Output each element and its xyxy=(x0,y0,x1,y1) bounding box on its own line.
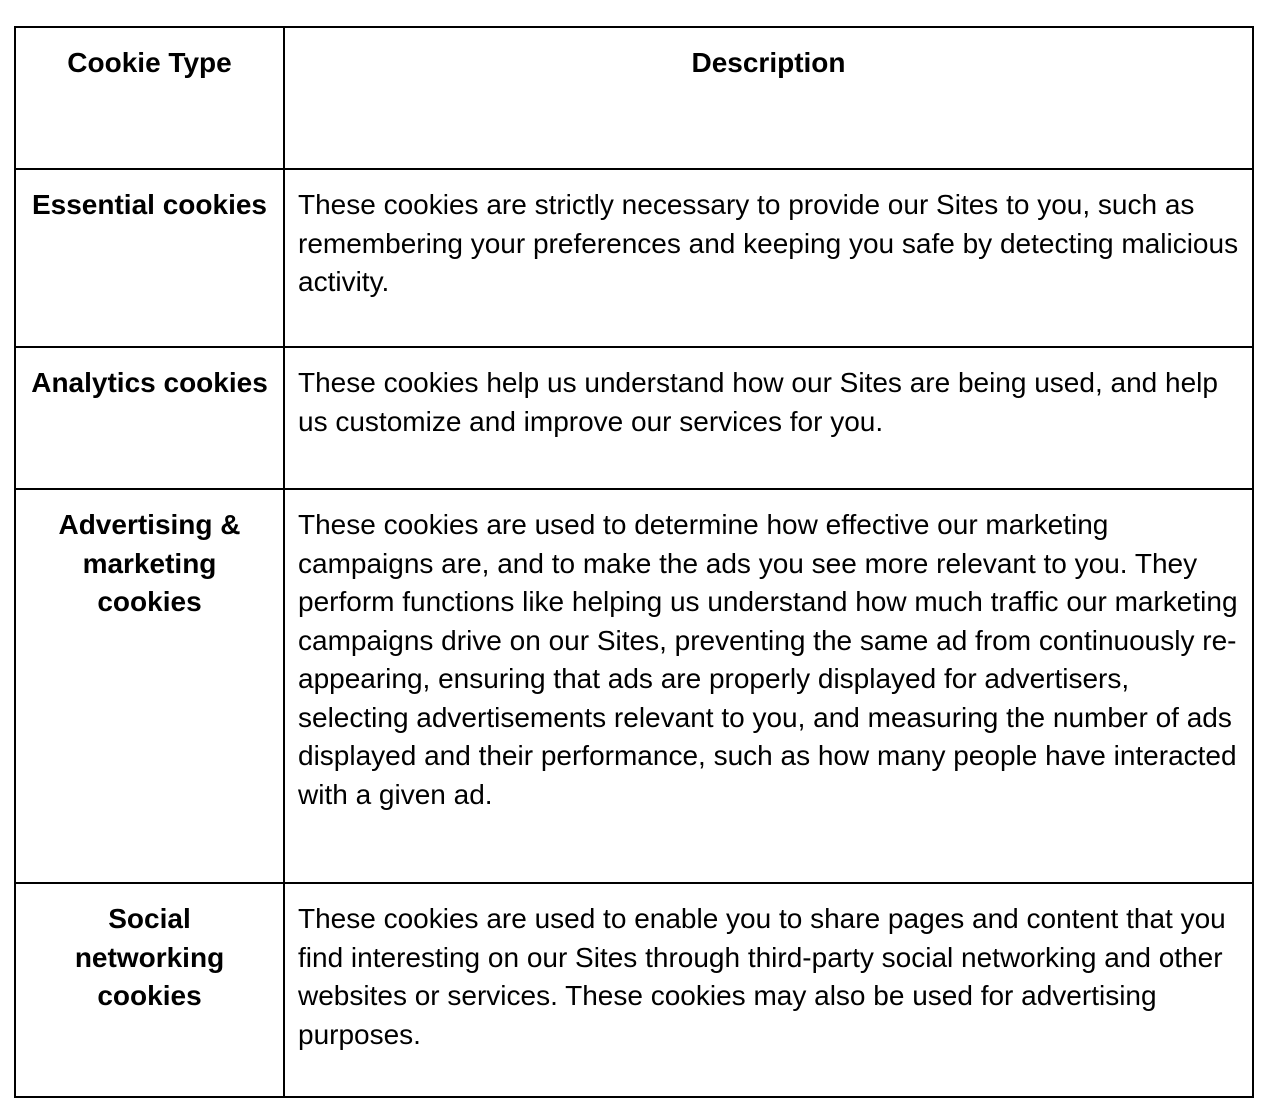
cookie-type-cell: Essential cookies xyxy=(15,169,284,347)
description-cell: These cookies help us understand how our Sites are being used, and help us customize and improve our services for you. xyxy=(284,347,1253,489)
table-row xyxy=(15,169,1253,347)
description-cell: These cookies are used to determine how effective our marketing campaigns are, and to make the ads you see more relevant to you. They perform functions like helping us understand how much traffic our marketing campaigns drive on our Sites, preventing the same ad from continuously re-appearing, ensuring that ads are properly displayed for advertisers, selecting advertisements relevant to you, and measuring the number of ads displayed and their performance, such as how many people have interacted with a given ad. xyxy=(284,489,1253,883)
cookie-type-cell: Analytics cookies xyxy=(15,347,284,489)
table-header-row xyxy=(15,27,1253,169)
cookie-types-table xyxy=(14,26,1254,1098)
table-row xyxy=(15,347,1253,489)
cookie-type-cell: Social networking cookies xyxy=(15,883,284,1097)
header-cookie-type: Cookie Type xyxy=(15,27,284,169)
description-cell: These cookies are used to enable you to share pages and content that you find interesting on our Sites through third-party social networking and other websites or services. These cookies may also be used for advertising purposes. xyxy=(284,883,1253,1097)
header-description: Description xyxy=(284,27,1253,169)
table-row xyxy=(15,883,1253,1097)
table-row xyxy=(15,489,1253,883)
cookie-type-cell: Advertising & marketing cookies xyxy=(15,489,284,883)
description-cell: These cookies are strictly necessary to provide our Sites to you, such as remembering your preferences and keeping you safe by detecting malicious activity. xyxy=(284,169,1253,347)
